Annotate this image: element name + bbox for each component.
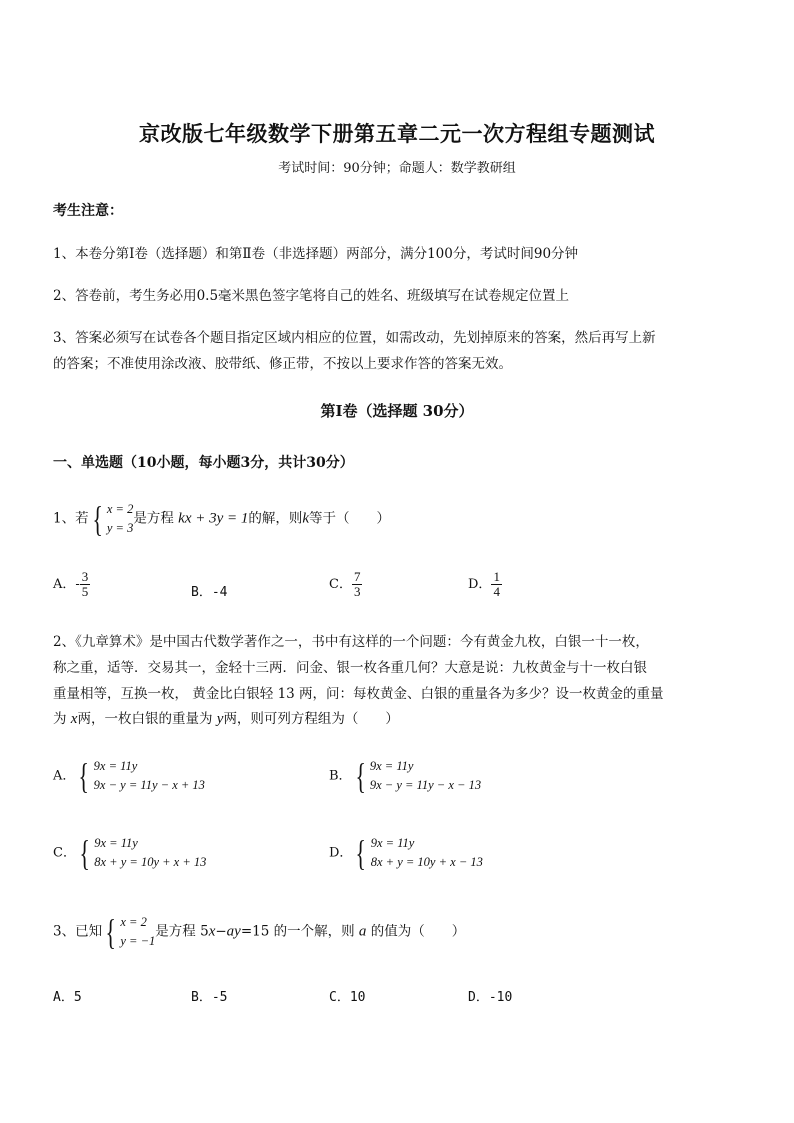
q1-system — [89, 500, 134, 538]
q1-option-d[interactable]: D． $\frac{1}{4}$ — [468, 569, 500, 599]
q1-option-b[interactable]: B．-4 — [191, 585, 228, 600]
brace-icon: { — [92, 499, 103, 539]
q3-option-b[interactable]: B．-5 — [191, 990, 228, 1005]
q1-option-c-fraction: $\frac{7}{3}$ — [353, 569, 361, 599]
section-title: 第Ⅰ卷（选择题 30分） — [320, 402, 474, 420]
exam-subtitle: 考试时间：90分钟；命题人：数学教研组 — [278, 161, 516, 176]
q1-suffix: 等于（ ） — [309, 510, 391, 527]
q3-option-d[interactable]: D．-10 — [468, 990, 513, 1005]
q2-var-y: y — [216, 711, 224, 727]
q1-option-c[interactable]: C． $\frac{7}{3}$ — [329, 569, 361, 599]
q2-option-d[interactable]: D． { 9x = 11y 8x + y = 10y + x − 13 — [329, 833, 483, 873]
question-3: 3、已知 { x = 2 y = −1 是方程 5x−ay=15 的一个解，则 a 的值为（ ） — [53, 912, 466, 952]
q2-option-c[interactable]: C． { 9x = 11y 8x + y = 10y + x + 13 — [53, 833, 207, 873]
q1-var: k — [302, 510, 310, 527]
q1-prefix: 1、若 — [53, 510, 89, 527]
notice-item-3-cont: 的答案；不准使用涂改液、胶带纸、修正带，不按以上要求作答的答案无效。 — [53, 356, 512, 372]
exam-title: 京改版七年级数学下册第五章二元一次方程组专题测试 — [139, 121, 655, 146]
notice-heading: 考生注意： — [53, 203, 123, 219]
q1-eq2: y = 3 — [106, 521, 134, 535]
q1-equation: kx + 3y = 1 — [178, 510, 249, 527]
brace-icon: { — [79, 833, 90, 873]
question-1 — [53, 500, 390, 538]
q2-var-x: x — [70, 711, 78, 727]
question-group-title: 一、单选题（10小题，每小题3分，共计30分） — [53, 455, 354, 471]
brace-icon: { — [355, 833, 367, 873]
notice-item-3: 3、答案必须写在试卷各个题目指定区域内相应的位置，如需改动，先划掉原来的答案，然后再写上新 — [53, 330, 656, 346]
q3-system: { x = 2 y = −1 — [105, 912, 156, 952]
notice-item-1: 1、本卷分第Ⅰ卷（选择题）和第Ⅱ卷（非选择题）两部分，满分100分，考试时间90分钟 — [53, 246, 579, 262]
brace-icon: { — [355, 756, 366, 796]
q2-option-a[interactable]: A． { 9x = 11y 9x − y = 11y − x + 13 — [53, 756, 205, 796]
q1-option-a-fraction: $\frac{3}{5}$ — [81, 569, 89, 599]
q2-option-b[interactable]: B． { 9x = 11y 9x − y = 11y − x − 13 — [329, 756, 482, 796]
notice-item-2: 2、答卷前，考生务必用0.5毫米黑色签字笔将自己的姓名、班级填写在试卷规定位置上 — [53, 288, 570, 304]
q2-line-1: 2、《九章算术》是中国古代数学著作之一，书中有这样的一个问题：今有黄金九枚，白银一十一枚， — [53, 634, 649, 650]
q3-option-a[interactable]: A．5 — [53, 990, 82, 1005]
q1-option-d-fraction: $\frac{1}{4}$ — [493, 569, 500, 599]
q2-line-2: 称之重，适等．交易其一，金轻十三两．问金、银一枚各重几何？大意是说：九枚黄金与十一枚白银 — [53, 660, 647, 676]
q1-option-a[interactable]: A．- $\frac{3}{5}$ — [53, 569, 89, 599]
brace-icon: { — [105, 912, 116, 952]
q2-line-4: 为 x两，一枚白银的重量为 y两，则可列方程组为（ ） — [53, 711, 399, 727]
q2-line-3: 重量相等，互换一枚， 黄金比白银轻 13 两，问：每枚黄金、白银的重量各为多少？设一枚黄金的重量 — [53, 686, 664, 702]
brace-icon: { — [78, 756, 90, 796]
q1-mid: 是方程 — [133, 510, 174, 527]
q3-option-c[interactable]: C．10 — [329, 990, 366, 1005]
q1-mid2: 的解，则 — [248, 510, 303, 527]
q1-eq1: x = 2 — [106, 502, 134, 516]
